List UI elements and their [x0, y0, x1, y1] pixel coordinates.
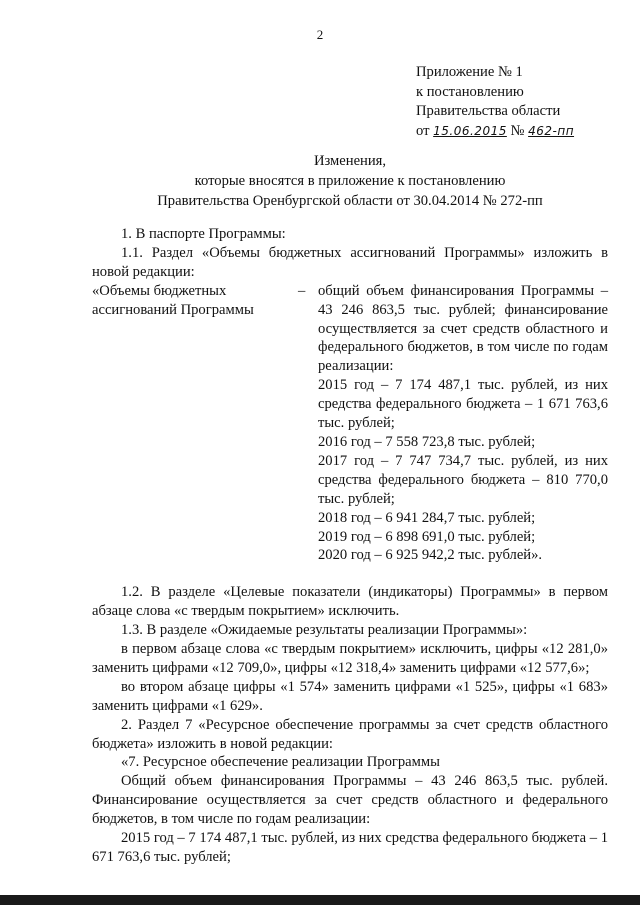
appendix-number: 462-пп — [528, 123, 575, 138]
paragraph-1-3-a: в первом абзаце слова «с твердым покрытием» исключить, цифры «12 281,0» заменить цифрами «12 709,0», цифры «12 318,4» заменить цифрами «12 577,6»; — [92, 641, 608, 676]
section-7-year-2015: 2015 год – 7 174 487,1 тыс. рублей, из них средства федерального бюджета – 1 671 763,6 тыс. рублей; — [92, 830, 608, 865]
appendix-date: 15.06.2015 — [433, 123, 507, 138]
spacer — [92, 565, 608, 583]
appendix-date-line — [416, 122, 574, 142]
appendix-title: Приложение № 1 — [416, 64, 523, 80]
appendix-no-label: № — [510, 122, 525, 139]
paragraph-1-3: 1.3. В разделе «Ожидаемые результаты реализации Программы»: — [121, 622, 528, 639]
paragraph-1: 1. В паспорте Программы: — [121, 226, 286, 242]
passport-year-2019: 2019 год – 6 898 691,0 тыс. рублей; — [318, 528, 536, 545]
passport-year-2020: 2020 год – 6 925 942,2 тыс. рублей». — [318, 547, 543, 564]
appendix-block — [416, 63, 574, 141]
title-line-2: которые вносятся в приложение к постановлению — [194, 173, 506, 189]
passport-total-text: общий объем финансирования Программы – 43 246 863,5 тыс. рублей; финансирование осуществляется за счет средств областного и федерального бюджетов, в том числе по годам реализации: — [318, 282, 608, 375]
passport-table — [92, 282, 608, 566]
passport-year-2018: 2018 год – 6 941 284,7 тыс. рублей; — [318, 509, 536, 526]
title-line-1: Изменения, — [313, 153, 387, 169]
passport-year-2017: 2017 год – 7 747 734,7 тыс. рублей, из них средства федерального бюджета – 810 770,0 тыс. рублей; — [318, 452, 608, 507]
document-body — [92, 225, 608, 867]
paragraph-1-2: 1.2. В разделе «Целевые показатели (индикаторы) Программы» в первом абзаце слова «с твердым покрытием» исключить. — [92, 584, 608, 620]
page-number: 2 — [316, 27, 324, 42]
document-title — [92, 151, 608, 211]
appendix-from: от — [416, 122, 430, 139]
passport-table-left — [92, 282, 298, 566]
passport-left-line-2: ассигнований Программы — [92, 301, 254, 318]
scan-bottom-edge — [0, 895, 640, 905]
paragraph-2: 2. Раздел 7 «Ресурсное обеспечение программы за счет средств областного бюджета» изложить в новой редакции: — [92, 716, 608, 752]
passport-dash: – — [298, 282, 306, 299]
passport-table-right — [318, 282, 608, 566]
section-7-heading: «7. Ресурсное обеспечение реализации Программы — [121, 754, 440, 771]
passport-year-2015: 2015 год – 7 174 487,1 тыс. рублей, из них средства федерального бюджета – 1 671 763,6 тыс. рублей; — [318, 377, 608, 432]
title-line-3: Правительства Оренбургской области от 30.04.2014 № 272-пп — [157, 193, 543, 209]
section-7-total: Общий объем финансирования Программы – 43 246 863,5 тыс. рублей. Финансирование осуществляется за счет средств областного и федерального бюджетов, в том числе по годам реализации: — [92, 773, 608, 828]
appendix-line-2: к постановлению — [416, 83, 524, 100]
paragraph-1-3-b: во втором абзаце цифры «1 574» заменить цифрами «1 525», цифры «1 683» заменить цифрами «1 629». — [92, 678, 608, 714]
passport-year-2016: 2016 год – 7 558 723,8 тыс. рублей; — [318, 433, 536, 450]
passport-left-line-1: «Объемы бюджетных — [92, 282, 227, 299]
appendix-line-3: Правительства области — [416, 103, 561, 119]
paragraph-1-1: 1.1. Раздел «Объемы бюджетных ассигнований Программы» изложить в новой редакции: — [92, 244, 608, 280]
